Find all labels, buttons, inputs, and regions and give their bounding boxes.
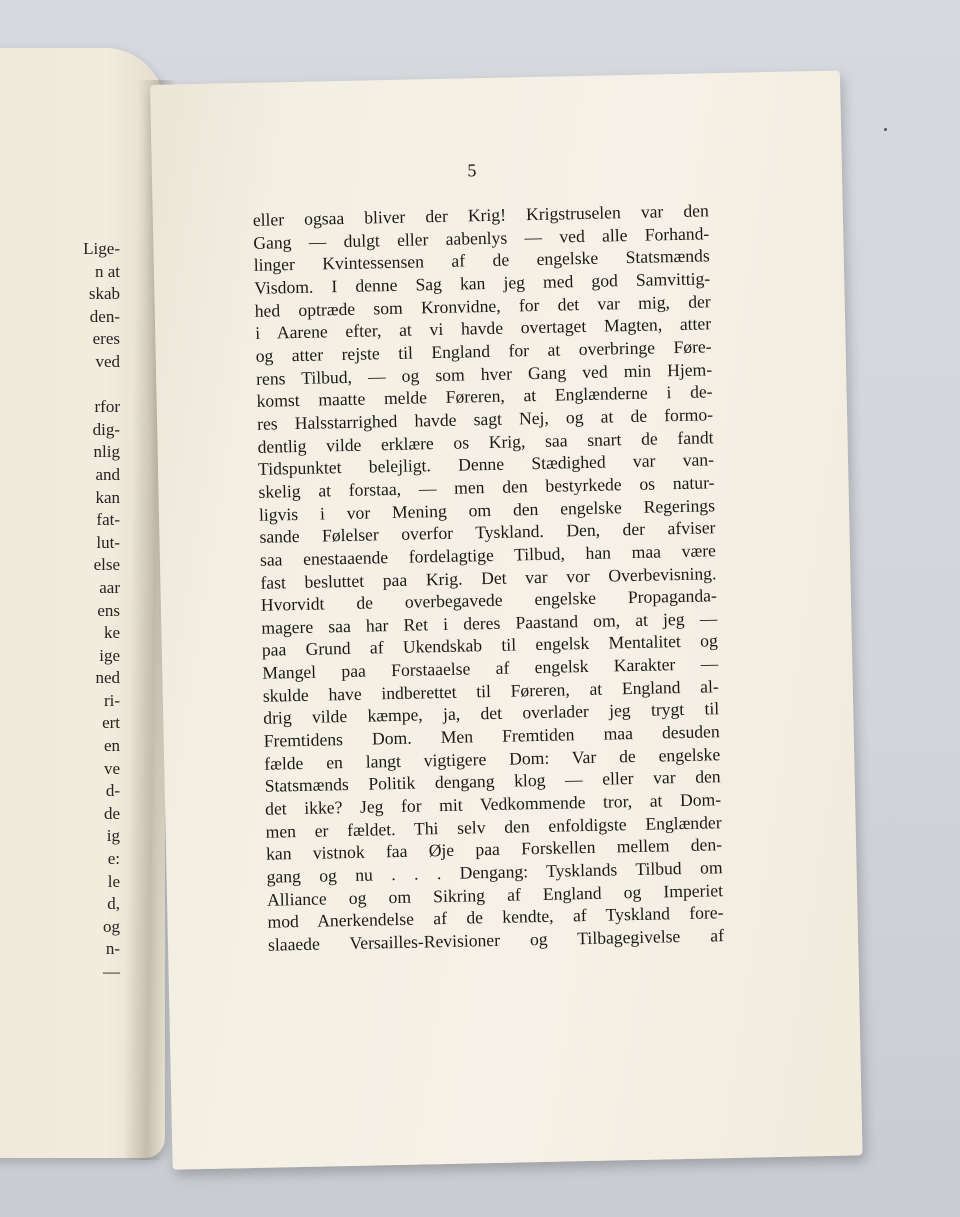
left-page-line: de: [103, 803, 120, 823]
text-line: Tidspunktet belejligt. Denne Stædighed var van-: [257, 449, 715, 480]
left-page-line: fat-: [96, 510, 120, 530]
text-line: Hvorvidt de overbegavede engelske Propaganda-: [260, 585, 718, 615]
right-page: [150, 71, 863, 1170]
left-page-line: ved: [95, 351, 120, 371]
left-page-line: ens: [97, 600, 120, 620]
left-page-line: and: [95, 464, 120, 484]
left-page-line: n at: [94, 261, 120, 281]
left-page-line: ri-: [103, 690, 120, 710]
page-number: 5: [467, 160, 477, 181]
text-line: men er fældet. Thi selv den enfoldigste Englænder: [265, 811, 722, 842]
left-page-line: d,: [107, 894, 120, 914]
left-page-line: den-: [89, 306, 120, 326]
left-page-line: rfor: [94, 397, 120, 417]
text-line: i Aarene efter, at vi havde overtaget Magten, atter: [255, 313, 712, 344]
text-line: fælde en langt vigtigere Dom: Var de engelske: [264, 743, 721, 774]
text-line: Alliance og om Sikring af England og Imperiet: [266, 879, 724, 910]
left-page-line: [0, 374, 120, 397]
text-line: mod Anerkendelse af de kendte, af Tyskland fore-: [267, 902, 724, 933]
text-line: rens Tilbud, — og som hver Gang ved min Hjem-: [255, 358, 713, 389]
left-page-line: lut-: [96, 532, 120, 552]
left-page-line: kan: [95, 487, 120, 507]
left-page-line: nlig: [93, 442, 120, 462]
text-line: linger Kvintessensen af de engelske Statsmænds: [253, 245, 710, 276]
text-line: det ikke? Jeg for mit Vedkommende tror, at Dom-: [264, 789, 722, 819]
text-line: magere saa har Ret i deres Paastand om, at jeg —: [261, 608, 718, 638]
text-line: paa Grund af Ukendskab til engelsk Mentalitet og: [261, 630, 718, 661]
text-line: dentlig vilde erklære os Krig, saa snart de fandt: [257, 426, 714, 457]
text-line: drig vilde kæmpe, ja, det overlader jeg trygt til: [263, 698, 720, 729]
left-page-line: —: [103, 962, 120, 981]
left-page-line: en: [103, 736, 120, 756]
text-line: skulde have indberettet til Føreren, at England al-: [262, 676, 719, 706]
text-line: Fremtidens Dom. Men Fremtiden maa desuden: [263, 721, 720, 751]
text-line: skelig at forstaa, — men den bestyrkede os natur-: [258, 472, 715, 502]
left-page-line: ige: [99, 645, 120, 665]
left-page-line: else: [93, 555, 120, 575]
text-line: fast besluttet paa Krig. Det var vor Overbevisning.: [260, 562, 717, 593]
left-page-line: dig-: [92, 419, 120, 439]
text-line: Statsmænds Politik dengang klog — eller var den: [264, 766, 721, 797]
text-line: saa enestaaende fordelagtige Tilbud, han maa være: [259, 540, 717, 570]
left-page-line: eres: [92, 329, 120, 349]
left-page-line: og: [103, 916, 120, 936]
text-line: eller ogsaa bliver der Krig! Krigstruselen var den: [252, 200, 709, 230]
left-page-line: ke: [103, 623, 120, 643]
text-line: sande Følelser overfor Tyskland. Den, der afviser: [259, 517, 716, 547]
left-page-line: d-: [105, 781, 120, 801]
text-line: slaaede Versailles-Revisioner og Tilbagegivelse af: [267, 925, 725, 955]
text-line: gang og nu . . . Dengang: Tysklands Tilbud om: [266, 857, 723, 887]
left-page-line: ned: [95, 668, 120, 688]
text-line: og atter rejste til England for at overbringe Føre-: [255, 336, 712, 366]
text-line: Mangel paa Forstaaelse af engelsk Karakter —: [262, 653, 719, 683]
left-page-line: ve: [103, 758, 120, 778]
left-page-line: n-: [105, 939, 120, 959]
text-line: hed optræde som Kronvidne, for det var mig, der: [254, 290, 711, 321]
left-page-line: skab: [88, 284, 120, 304]
left-page-line: le: [107, 871, 120, 891]
text-line: kan vistnok faa Øje paa Forskellen mellem den-: [265, 834, 723, 865]
left-page-line: e:: [107, 849, 120, 869]
text-line: ligvis i vor Mening om den engelske Regerings: [258, 494, 716, 525]
left-page-line: ert: [102, 713, 120, 733]
left-page-line: ig: [106, 826, 120, 846]
left-page-text: [0, 238, 120, 984]
text-line: Visdom. I denne Sag kan jeg med god Samvittig-: [254, 268, 711, 298]
dust-speck: [884, 128, 887, 131]
text-line: Gang — dulgt eller aabenlys — ved alle Forhand-: [253, 222, 710, 253]
text-line: komst maatte melde Føreren, at Englænderne i de-: [256, 381, 713, 412]
left-page-line: aar: [99, 577, 120, 597]
text-line: res Halsstarrighed havde sagt Nej, og at de formo-: [256, 404, 714, 434]
left-page-line: Lige-: [83, 239, 120, 258]
body-text: [253, 199, 725, 956]
